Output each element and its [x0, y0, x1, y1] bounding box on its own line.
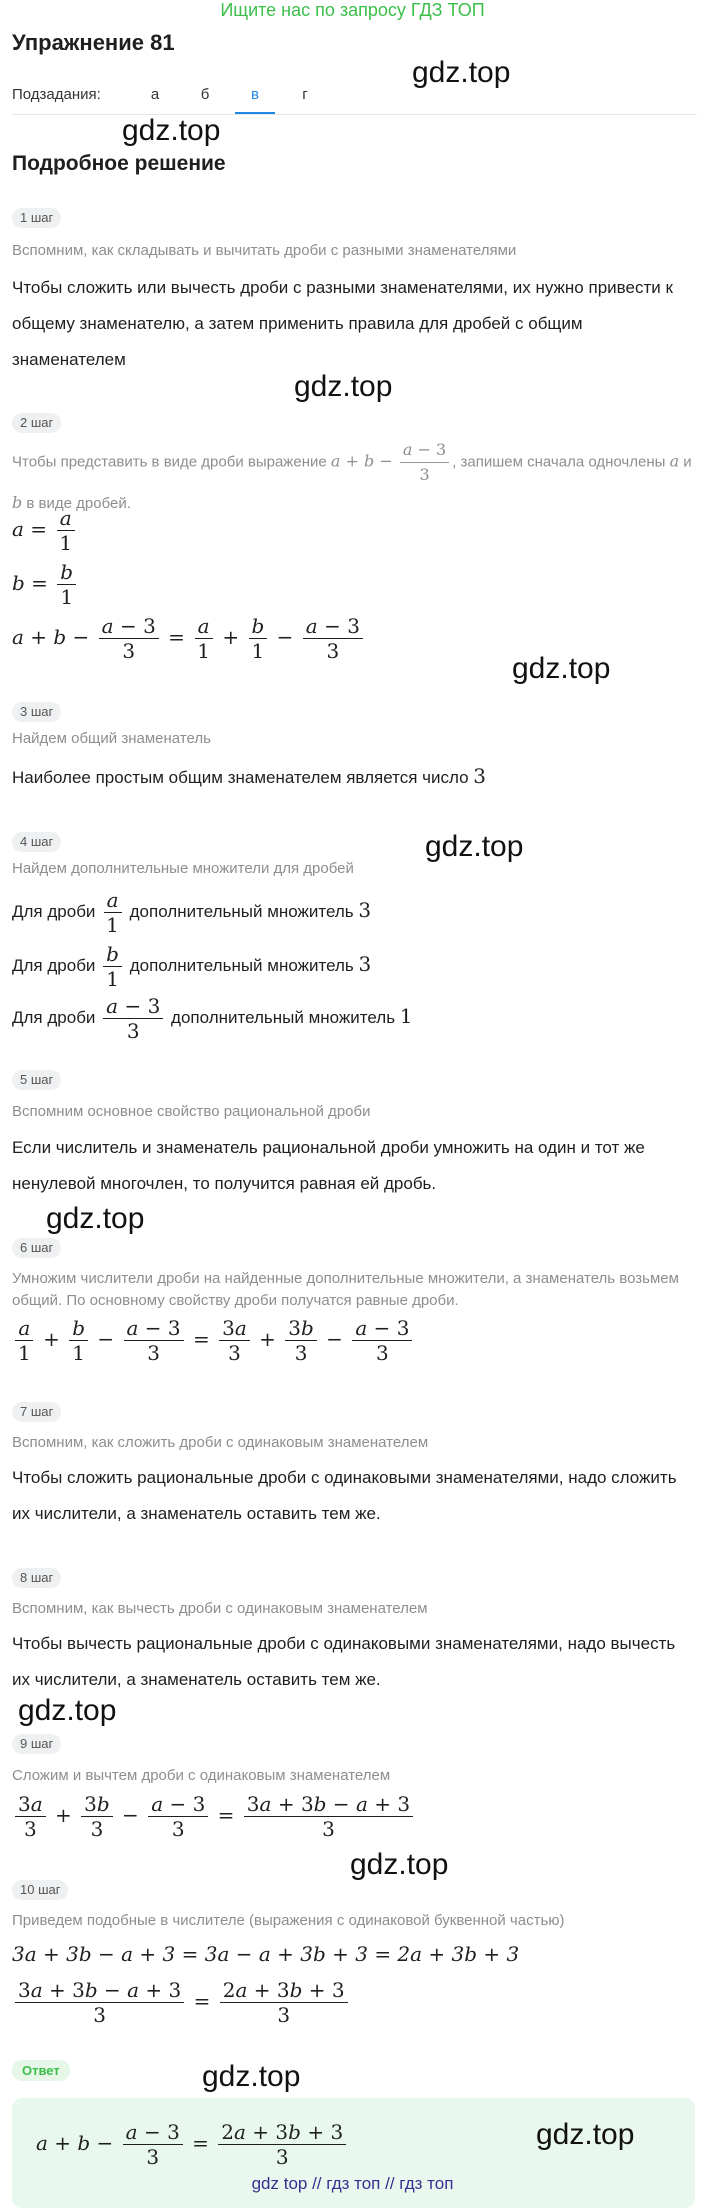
watermark: gdz.top [512, 652, 611, 685]
formula-step-6: $\frac{a}{1}$ + $\frac{b}{1}$ − $\frac{a - 3}{3}$ = $\frac{3a}{3}$ + $\frac{3b}{3}$ − $\frac{a - 3}{3}$ [12, 1316, 415, 1365]
step-2-hint-a: Чтобы представить в виде дроби выражение [12, 453, 327, 471]
step-8-text: Чтобы вычесть рациональные дроби с одинаковыми знаменателями, надо вычесть их числители, а знаменатель оставить тем же. [12, 1634, 676, 1689]
step-3-hint: Найдем общий знаменатель [12, 730, 211, 747]
answer-badge: Ответ [12, 2060, 70, 2081]
step-7-hint: Вспомним, как сложить дроби с одинаковым знаменателем [12, 1434, 429, 1451]
watermark: gdz.top [294, 370, 393, 403]
multiplier-1: 3 [358, 898, 372, 922]
divider [12, 114, 697, 115]
formula-step-2: a + b − $\frac{a - 3}{3}$ = $\frac{a}{1}$ + $\frac{b}{1}$ − $\frac{a - 3}{3}$ [12, 614, 366, 663]
step-1-text: Чтобы сложить или вычесть дроби с разными знаменателями, их нужно привести к общему знаменателю, а затем применить правила для дробей с общим знаменателем [12, 278, 673, 369]
row-mid: дополнительный множитель [129, 902, 354, 921]
tab-a[interactable]: а [150, 86, 160, 103]
step-2-hint: Чтобы представить в виде дроби выражение a + b − $\frac{a - 3}{3}$ , запишем сначала одночлены a и b в виде дробей. [12, 440, 692, 512]
step-4-row-2: Для дроби $\frac{b}{1}$ дополнительный множитель 3 [12, 942, 372, 992]
step-9-hint: Сложим и вычтем дроби с одинаковым знаменателем [12, 1767, 391, 1784]
tab-v[interactable]: в [251, 86, 259, 103]
tab-g[interactable]: г [302, 86, 308, 103]
formula-step-9: $\frac{3a}{3}$ + $\frac{3b}{3}$ − $\frac{a - 3}{3}$ = $\frac{3a + 3b - a + 3}{3}$ [12, 1792, 416, 1841]
watermark: gdz.top [202, 2060, 301, 2093]
step-badge-4: 4 шаг [12, 832, 61, 852]
page-title: Упражнение 81 [12, 30, 175, 55]
step-badge-5: 5 шаг [12, 1070, 61, 1090]
row-prefix: Для дроби [12, 902, 96, 921]
watermark: gdz.top [18, 1694, 117, 1727]
step-badge-9: 9 шаг [12, 1734, 61, 1754]
step-1-hint: Вспомним, как складывать и вычитать дроби с разными знаменателями [12, 242, 517, 259]
step-badge-7: 7 шаг [12, 1402, 61, 1422]
tab-b[interactable]: б [200, 86, 210, 103]
row-mid: дополнительный множитель [129, 956, 354, 975]
watermark: gdz.top [425, 830, 524, 863]
step-2-hint-d: в виде дробей. [26, 495, 131, 512]
step-8-hint: Вспомним, как вычесть дроби с одинаковым знаменателем [12, 1600, 428, 1617]
footer-links[interactable]: gdz top // гдз топ // гдз топ [251, 2174, 454, 2193]
formula-a-eq: a = $\frac{a}{1}$ [12, 506, 78, 555]
watermark: gdz.top [122, 114, 221, 147]
watermark: gdz.top [412, 56, 511, 89]
row-mid: дополнительный множитель [171, 1008, 396, 1027]
step-4-hint: Найдем дополнительные множители для дробей [12, 860, 354, 877]
top-banner[interactable]: Ищите нас по запросу ГДЗ ТОП [220, 0, 485, 20]
multiplier-3: 1 [399, 1004, 413, 1028]
step-5-text: Если числитель и знаменатель рациональной дроби умножить на один и тот же ненулевой многочлен, то получится равная ей дробь. [12, 1138, 645, 1193]
formula-b-eq: b = $\frac{b}{1}$ [12, 560, 79, 609]
formula-step-10-line1: 3a + 3b − a + 3 = 3a − a + 3b + 3 = 2a + 3b + 3 [12, 1942, 520, 1966]
step-4-row-1: Для дроби $\frac{a}{1}$ дополнительный множитель 3 [12, 888, 372, 938]
step-2-hint-c: и [683, 453, 692, 471]
step-2-hint-b: , запишем сначала одночлены [452, 453, 666, 471]
watermark: gdz.top [350, 1848, 449, 1881]
row-prefix: Для дроби [12, 956, 96, 975]
step-6-hint: Умножим числители дроби на найденные дополнительные множители, а знаменатель возьмем общий. По основному свойству дроби получатся равные дроби. [12, 1270, 679, 1309]
step-badge-1: 1 шаг [12, 208, 61, 228]
step-badge-3: 3 шаг [12, 702, 61, 722]
step-7-text: Чтобы сложить рациональные дроби с одинаковыми знаменателями, надо сложить их числители, а знаменатель оставить тем же. [12, 1468, 677, 1523]
subtasks-label: Подзадания: [12, 86, 101, 103]
step-5-hint: Вспомним основное свойство рациональной дроби [12, 1103, 371, 1120]
row-prefix: Для дроби [12, 1008, 96, 1027]
step-10-hint: Приведем подобные в числителе (выражения с одинаковой буквенной частью) [12, 1912, 565, 1929]
step-4-row-3: Для дроби $\frac{a - 3}{3}$ дополнительный множитель 1 [12, 994, 413, 1044]
step-3-text [12, 758, 692, 796]
watermark: gdz.top [536, 2118, 635, 2151]
step-badge-8: 8 шаг [12, 1568, 61, 1588]
formula-step-10-line2: $\frac{3a + 3b - a + 3}{3}$ = $\frac{2a + 3b + 3}{3}$ [12, 1978, 351, 2027]
watermark: gdz.top [46, 1202, 145, 1235]
step-badge-10: 10 шаг [12, 1880, 68, 1900]
step-3-text-main: Наиболее простым общим знаменателем является число [12, 768, 469, 787]
step-badge-6: 6 шаг [12, 1238, 61, 1258]
answer-formula: a + b − $\frac{a - 3}{3}$ = $\frac{2a + 3b + 3}{3}$ [36, 2120, 349, 2169]
step-badge-2: 2 шаг [12, 413, 61, 433]
multiplier-2: 3 [358, 952, 372, 976]
step-3-value: 3 [473, 764, 487, 788]
section-title: Подробное решение [12, 152, 226, 175]
